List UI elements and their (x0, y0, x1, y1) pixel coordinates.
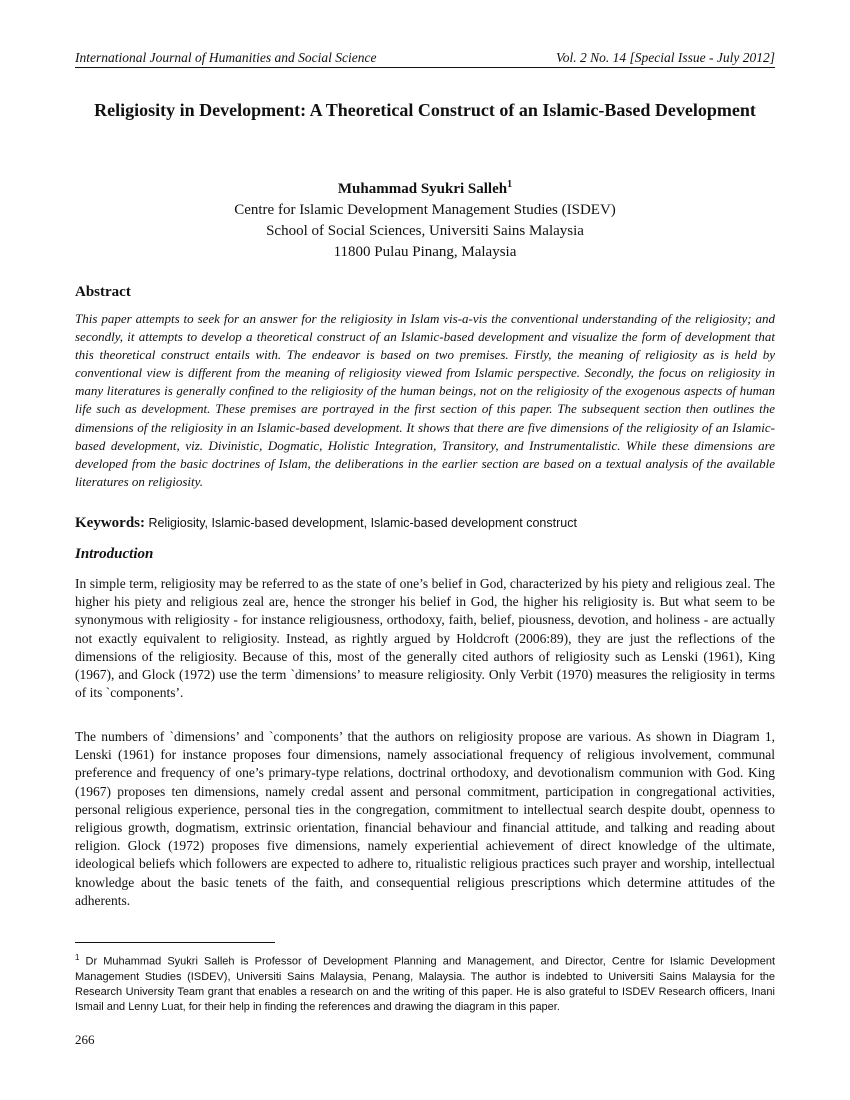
keywords-label: Keywords: (75, 515, 145, 531)
footnote-rule (75, 942, 275, 943)
paper-title: Religiosity in Development: A Theoretical Construct of an Islamic-Based Development (94, 100, 756, 120)
footnote-text: Dr Muhammad Syukri Salleh is Professor of Development Planning and Management, and Director, Centre for Islamic Development Management Studies (ISDEV), Universiti Sains Malaysia, Penang, Malaysia. The author is indebted to Universiti Sains Malaysia for the Research University Team grant that enables a research on and the writing of this paper. He is also grateful to ISDEV Research officers, Inani Ismail and Lenny Luat, for their help in finding the references and drawing the diagram in this paper. (75, 955, 776, 1014)
author-footnote-marker: 1 (507, 179, 513, 190)
affiliation-line-1: Centre for Islamic Development Management Studies (ISDEV) (234, 202, 616, 218)
affiliation-line-2: School of Social Sciences, Universiti Sains Malaysia (266, 223, 584, 239)
keywords-line (75, 515, 775, 532)
affiliation-line-3: 11800 Pulau Pinang, Malaysia (333, 244, 517, 260)
author-block (125, 174, 725, 263)
author-name (125, 174, 725, 200)
introduction-heading: Introduction (75, 546, 154, 562)
header-rule (75, 67, 775, 68)
introduction-paragraph-2: The numbers of `dimensions’ and `components’ that the authors on religiosity propose are various. As shown in Diagram 1, Lenski (1961) for instance proposes four dimensions, namely associational frequency of religious involvement, communal preference and frequency of one’s primary-type relations, doctrinal orthodoxy, and devotionalism communion with God. King (1967) proposes ten dimensions, namely credal assent and personal commitment, participation in congregational activities, personal religious experience, personal ties in the congregation, commitment to intellectual search despite doubt, openness to religious growth, dogmatism, extrinsic orientation, financial behaviour and financial attitude, and talking and reading about religion. Glock (1972) proposes five dimensions, namely experiential achievement of direct knowledge of the ultimate, ideological beliefs which followers are expected to adhere to, ritualistic religious practices such prayer and worship, intellectual knowledge about the basic tenets of the faith, and consequential religious prescriptions which determine attitudes of the adherents. (75, 729, 775, 908)
page-number: 266 (75, 1032, 95, 1047)
journal-name: International Journal of Humanities and Social Science (75, 50, 377, 65)
author-name-text: Muhammad Syukri Salleh (337, 181, 508, 197)
abstract-text: This paper attempts to seek for an answer for the religiosity in Islam vis-a-vis the conventional understanding of the religiosity; and secondly, it attempts to develop a theoretical construct of an Islamic-based development and visualize the form of development that this theoretical construct entails with. The endeavor is based on two premises. Firstly, the meaning of religiosity as is held by conventional view is different from the meaning of religiosity viewed from Islamic perspective. Secondly, the focus on religiosity in many literatures is generally confined to the religiosity of the human beings, not on the religiosity of the exogenous aspects of human life such as development. These premises are portrayed in the first section of this paper. The subsequent section then outlines the dimensions of the religiosity in an Islamic-based development. It shows that there are five dimensions of the religiosity of an Islamic-based development, viz. Divinistic, Dogmatic, Holistic Integration, Transitory, and Instrumentalistic. While these dimensions are developed from the basic doctrines of Islam, the deliberations in the earlier section are based on a textual analysis of the available literatures on religiosity. (75, 311, 775, 489)
footnote-marker: 1 (75, 953, 80, 962)
keywords-text: Religiosity, Islamic-based development, Islamic-based development construct (148, 516, 577, 530)
running-header (75, 50, 775, 70)
introduction-paragraph-1: In simple term, religiosity may be referred to as the state of one’s belief in God, characterized by his piety and religious zeal. The higher his piety and religious zeal are, hence the stronger his belief in God, the higher his religiosity is. But what seem to be synonymous with religiosity - for instance religiousness, orthodoxy, faith, belief, piousness, devotion, and holiness - are actually not exactly equivalent to religiosity. Instead, as rightly argued by Holdcroft (2006:89), they are just the reflections of the dimensions of the religiosity. Because of this, most of the generally cited authors of religiosity such as Lenski (1961), King (1967), and Glock (1972) use the term `dimensions’ to measure religiosity. Only Verbit (1970) measures the religiosity in terms of its `components’. (75, 576, 775, 701)
issue-info: Vol. 2 No. 14 [Special Issue - July 2012] (556, 50, 775, 65)
footnote (75, 950, 775, 1015)
abstract-heading: Abstract (75, 284, 131, 300)
